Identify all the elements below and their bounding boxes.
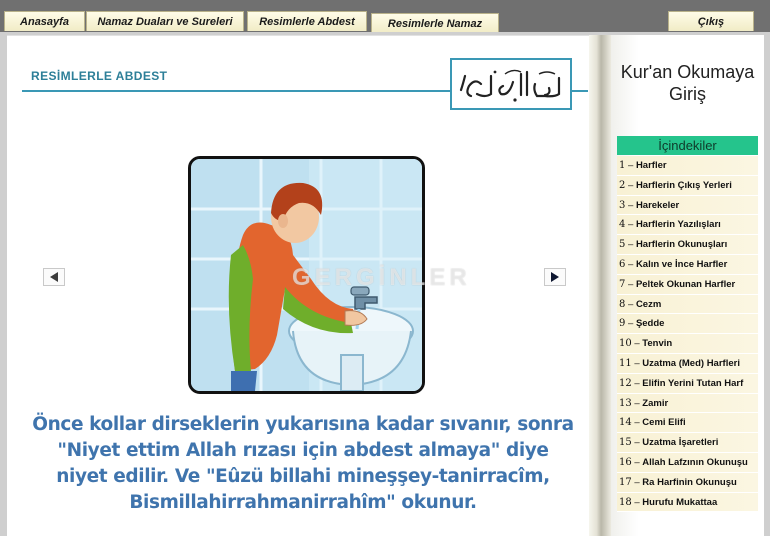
toc-item-number: 17 — [619, 476, 632, 488]
toc-item-label: Hurufu Mukattaa — [642, 496, 718, 508]
toc-item[interactable] — [617, 176, 758, 196]
toc-item[interactable] — [617, 255, 758, 275]
toc-item-label: Cezm — [635, 298, 662, 310]
toc-item[interactable] — [617, 433, 758, 453]
next-page-button[interactable] — [544, 268, 566, 286]
toc-item-number: 2 — [619, 179, 626, 191]
book-spine — [589, 35, 611, 536]
toc-item-number: 10 — [619, 338, 632, 350]
toc-item-label: Uzatma (Med) Harfleri — [642, 357, 740, 369]
toc-item-label: Harekeler — [635, 199, 680, 211]
toc-item-label: Şedde — [635, 318, 665, 330]
toc-item-separator: – — [625, 199, 636, 211]
toc-item-label: Elifin Yerini Tutan Harf — [642, 377, 744, 389]
toc-item-separator: – — [625, 318, 636, 330]
toc-item-separator: – — [625, 298, 636, 310]
nav-namaz-button[interactable]: Resimlerle Namaz — [371, 13, 499, 33]
toc-item-number: 11 — [619, 357, 632, 369]
previous-page-button[interactable] — [43, 268, 65, 286]
book-frame — [0, 32, 770, 536]
toc-item-number: 5 — [619, 239, 626, 251]
book-title: Kur'an Okumaya Giriş — [620, 62, 755, 104]
toc-item-separator: – — [625, 179, 636, 191]
section-title: RESİMLERLE ABDEST — [31, 69, 168, 83]
toc-item-number: 13 — [619, 397, 632, 409]
toc-item[interactable] — [617, 156, 758, 176]
toc-item[interactable] — [617, 413, 758, 433]
toc-item-label: Peltek Okunan Harfler — [635, 278, 736, 290]
bismillah-calligraphy — [450, 58, 572, 110]
toc-item[interactable] — [617, 295, 758, 315]
toc-item-label: Harfler — [635, 160, 667, 171]
watermark-text: GERGİNLER — [292, 264, 471, 291]
toc-item-separator: – — [625, 258, 636, 270]
toc-item[interactable] — [617, 275, 758, 295]
toc-item-number: 9 — [619, 318, 626, 330]
toc-item-label: Kalın ve İnce Harfler — [635, 258, 728, 270]
toc-item-separator: – — [631, 456, 643, 468]
toc-item[interactable] — [617, 394, 758, 414]
toc-item-number: 7 — [619, 278, 626, 290]
nav-home-button[interactable]: Anasayfa — [4, 11, 85, 31]
next-arrow-icon — [550, 272, 560, 282]
toc-item[interactable] — [617, 235, 758, 255]
bismillah-calligraphy-icon — [455, 64, 567, 104]
toc-item-separator: – — [631, 417, 643, 429]
toc-item-separator: – — [625, 160, 636, 171]
toc-item[interactable] — [617, 473, 758, 493]
toc-item-separator: – — [631, 496, 643, 508]
toc-item-number: 4 — [619, 219, 626, 231]
toc-item-label: Harflerin Okunuşları — [635, 239, 728, 251]
content-page — [7, 35, 589, 536]
toc-item-number: 15 — [619, 437, 632, 449]
toc-item-separator: – — [631, 338, 643, 350]
toc-item-number: 16 — [619, 456, 632, 468]
toc-item-number: 14 — [619, 417, 632, 429]
toc-item[interactable] — [617, 453, 758, 473]
toc-item-label: Harflerin Çıkış Yerleri — [635, 179, 732, 191]
prev-arrow-icon — [49, 272, 59, 282]
toc-item-number: 6 — [619, 258, 626, 270]
toc-item-separator: – — [631, 377, 643, 389]
nav-prayers-button[interactable]: Namaz Duaları ve Sureleri — [86, 11, 244, 31]
toc-item-number: 18 — [619, 496, 632, 508]
toc-item-number: 8 — [619, 298, 626, 310]
toc-item-separator: – — [625, 219, 636, 231]
top-navigation — [0, 0, 770, 34]
toc-item-label: Cemi Elifi — [642, 417, 686, 429]
toc-item[interactable] — [617, 196, 758, 216]
toc-item-separator: – — [631, 357, 643, 369]
toc-item-label: Zamir — [642, 397, 669, 409]
toc-item[interactable] — [617, 374, 758, 394]
toc-item[interactable] — [617, 493, 758, 513]
toc-item-separator: – — [625, 239, 636, 251]
toc-item-separator: – — [631, 437, 643, 449]
toc-item-label: Tenvin — [642, 338, 673, 350]
toc-item-number: 3 — [619, 199, 626, 211]
toc-item[interactable] — [617, 314, 758, 334]
toc-item-label: Uzatma İşaretleri — [642, 437, 719, 449]
toc-item[interactable] — [617, 215, 758, 235]
table-of-contents — [617, 156, 758, 512]
toc-header: İçindekiler — [617, 136, 758, 155]
nav-ablution-button[interactable]: Resimlerle Abdest — [247, 11, 367, 31]
toc-item-separator: – — [625, 278, 636, 290]
instruction-caption: Önce kollar dirseklerin yukarısına kadar sıvanır, sonra "Niyet ettim Allah rızası için abdest almaya" diye niyet edilir. Ve "Eûzü billahi mineşşey-tanirracîm, Bismillahirrahmanirrahîm" okunur. — [32, 414, 574, 513]
toc-item-separator: – — [631, 397, 643, 409]
toc-item[interactable] — [617, 334, 758, 354]
toc-item[interactable] — [617, 354, 758, 374]
toc-item-label: Harflerin Yazılışları — [635, 219, 721, 231]
toc-item-label: Ra Harfinin Okunuşu — [642, 476, 737, 488]
sidebar-page — [611, 35, 764, 536]
exit-button[interactable]: Çıkış — [668, 11, 754, 31]
toc-item-label: Allah Lafzının Okunuşu — [642, 456, 748, 468]
toc-item-number: 12 — [619, 377, 632, 389]
toc-item-separator: – — [631, 476, 643, 488]
toc-item-number: 1 — [619, 160, 626, 171]
